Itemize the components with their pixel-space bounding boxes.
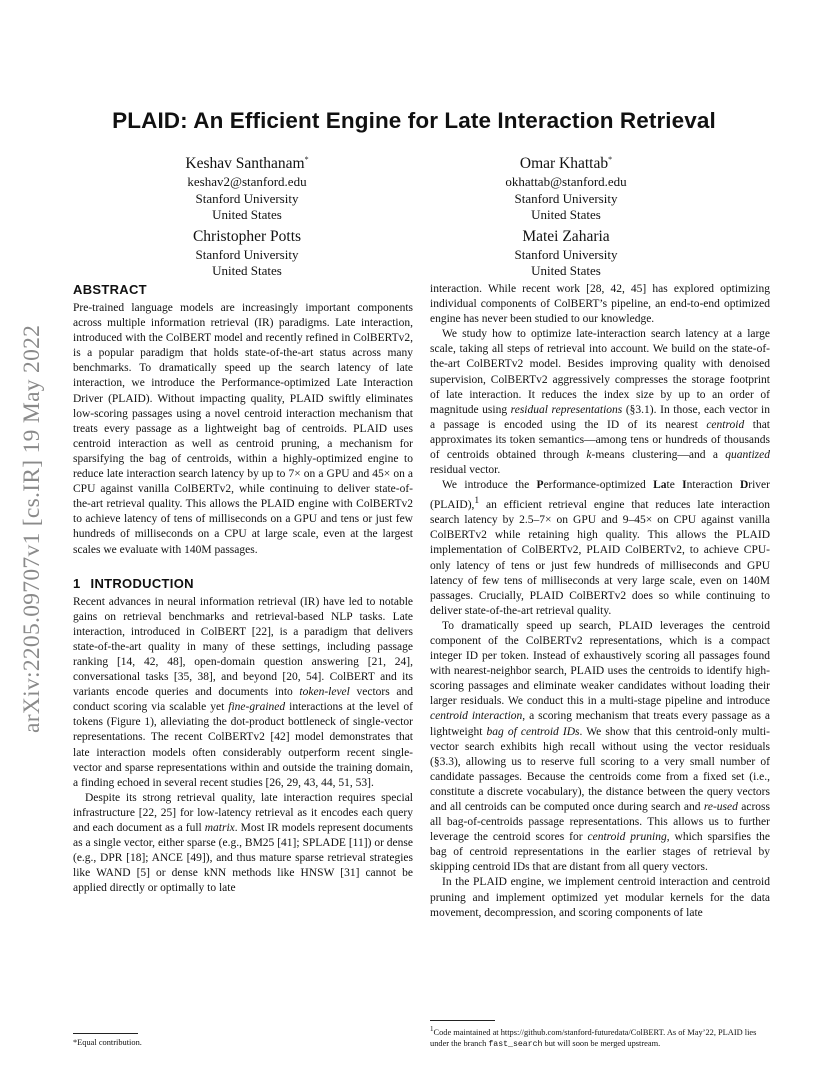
footnote-code: $^1$Code maintained at https://github.com/stanford-futuredata/ColBERT. As of May’22, PLAID lies under the branch fast_search but will soon be merged upstream. bbox=[430, 1025, 757, 1049]
right-column bbox=[430, 282, 770, 921]
author-affiliation: Stanford University bbox=[195, 190, 299, 206]
author-name: Christopher Potts bbox=[192, 228, 302, 245]
author-block-1 bbox=[127, 150, 367, 223]
author-name: Omar Khattab* bbox=[519, 155, 613, 173]
author-affiliation: Stanford University bbox=[195, 247, 299, 262]
author-name: Matei Zaharia bbox=[522, 228, 610, 245]
body-paragraph: interaction. While recent work [28, 42, 45] has explored optimizing individual components of ColBERT’s pipeline, an end-to-end optimized engine has never been studied to our knowledge. bbox=[430, 283, 770, 326]
author-country: United States bbox=[212, 206, 282, 222]
author-block-4 bbox=[446, 227, 686, 280]
footnote-rule bbox=[430, 1020, 495, 1021]
author-name: Keshav Santhanam* bbox=[185, 155, 309, 173]
body-paragraph: To dramatically speed up search, PLAID leverages the centroid component of the ColBERTv2 representations, which is a compact integer ID per token. Instead of exhaustively scoring all passages found with nearest-neighbor search, PLAID uses the centroids to identify high-scoring passages and eliminate weaker candidates without loading their larger residuals. We conduct this in a multi-stage pipeline and introduce centroid interaction, a scoring mechanism that treats every passage as a lightweight bag of centroid IDs. We show that this centroid-only multi-vector search exhibits high recall without using the vector residuals (§3.3), allowing us to reserve full scoring to a very small number of candidate passages. Because the centroids come from a fixed set (i.e., constitute a discrete vocabulary), the distance between the query vectors and all centroids can be computed once during search and re-used across all bag-of-centroids passage representations. This allows us to further leverage the centroid scores for centroid pruning, which sparsifies the bag of centroid representations in the earlier stages of retrieval by skipping centroid IDs that are distant from all query vectors. bbox=[430, 619, 770, 874]
arxiv-stamp: arXiv:2205.09707v1 [cs.IR] 19 May 2022 bbox=[19, 324, 45, 733]
intro-paragraph-2: Despite its strong retrieval quality, late interaction requires special infrastructure [22, 25] for low-latency retrieval as it encodes each query and each document as a full matrix. Most IR models represent documents as a single vector, either sparse (e.g., BM25 [41]; SPLADE [11]) or dense (e.g., DPR [18]; ANCE [49]), and thus mature sparse retrieval strategies like WAND [5] or dense kNN methods like HNSW [31] cannot be applied directly or optimally to late bbox=[73, 791, 413, 895]
footnote-equal-contribution: *Equal contribution. bbox=[73, 1038, 142, 1047]
left-column bbox=[73, 282, 413, 896]
author-email: okhattab@stanford.edu bbox=[505, 174, 627, 190]
abstract-heading: ABSTRACT bbox=[73, 282, 147, 297]
body-paragraph: We study how to optimize late-interaction search latency at a large scale, taking all steps of retrieval into account. We build on the state-of-the-art ColBERTv2 model. Besides improving quality with denoised supervision, ColBERTv2 aggressively compresses the storage footprint of late interaction. It reduces the index size by up to an order of magnitude using residual representations (§3.1). In those, each vector in a passage is encoded using the ID of its nearest centroid that approximates its token semantics—among tens or hundreds of thousands of centroids obtained through k-means clustering—and a quantized residual vector. bbox=[430, 328, 771, 477]
body-paragraph: In the PLAID engine, we implement centroid interaction and centroid pruning and implement optimized yet modular kernels for the data movement, decompression, and scoring components of late bbox=[430, 876, 770, 919]
section-heading-introduction: 1 INTRODUCTION bbox=[73, 575, 194, 591]
author-affiliation: Stanford University bbox=[514, 190, 618, 206]
body-paragraph: We introduce the Performance-optimized Late Interaction Driver (PLAID),$^1$ an efficient retrieval engine that reduces late interaction search latency by 2.5–7× on GPU and 9–45× on CPU against vanilla ColBERTv2 while retaining high quality. This allows the PLAID implementation of ColBERTv2, PLAID ColBERTv2, to achieve CPU-only latency of tens or just few hundreds of milliseconds and GPU latency of few tens of milliseconds at very large scale, even on 140M passages. Crucially, PLAID ColBERTv2 does so while continuing to deliver state-of-the-art retrieval quality. bbox=[430, 479, 770, 617]
author-block-3 bbox=[127, 227, 367, 280]
author-affiliation: Stanford University bbox=[514, 247, 618, 262]
author-block-2 bbox=[446, 150, 686, 223]
author-email: keshav2@stanford.edu bbox=[187, 174, 307, 190]
author-country: United States bbox=[531, 263, 601, 279]
intro-paragraph-1: Recent advances in neural information retrieval (IR) have led to notable gains on retrieval benchmarks and retrieval-based NLP tasks. Late interaction, introduced in ColBERT [22], is a paradigm that delivers state-of-the-art quality in many of these settings, including passage ranking [14, 42, 48], open-domain question answering [21, 24], conversational tasks [35, 38], and beyond [20, 54]. ColBERT and its variants encode queries and documents into token-level vectors and conduct scoring via scalable yet fine-grained interactions at the level of tokens (Figure 1), alleviating the dot-product bottleneck of single-vector representations. The recent ColBERTv2 [42] model demonstrates that late interaction models often considerably outperform recent single-vector and sparse representations within and outside the training domain, a finding echoed in several recent studies [26, 29, 43, 44, 51, 53]. bbox=[73, 595, 413, 789]
author-country: United States bbox=[531, 206, 601, 222]
abstract-text: Pre-trained language models are increasingly important components across multiple information retrieval (IR) paradigms. Late interaction, introduced with the ColBERT model and recently refined in ColBERTv2, is a popular paradigm that holds state-of-the-art status across many benchmarks. To dramatically speed up the search latency of late interaction, we introduce the Performance-optimized Late Interaction Driver (PLAID). Without impacting quality, PLAID swiftly eliminates low-scoring passages using a novel centroid interaction mechanism that treats every passage as a lightweight bag of centroids. PLAID uses centroid interaction as well as centroid pruning, a mechanism for sparsifying the bag of centroids, within a highly-optimized engine to reduce late interaction search latency by up to 7× on a GPU and 45× on a CPU against vanilla ColBERTv2, while continuing to deliver state-of-the-art retrieval quality. This allows the PLAID engine with ColBERTv2 to achieve latency of tens of milliseconds on a GPU and tens or just few hundreds of milliseconds on a CPU at large scale, even at the largest scales we evaluate with 140M passages. bbox=[73, 302, 413, 556]
paper-title: PLAID: An Efficient Engine for Late Interaction Retrieval bbox=[112, 108, 716, 133]
author-country: United States bbox=[212, 263, 282, 279]
footnote-rule bbox=[73, 1033, 138, 1034]
